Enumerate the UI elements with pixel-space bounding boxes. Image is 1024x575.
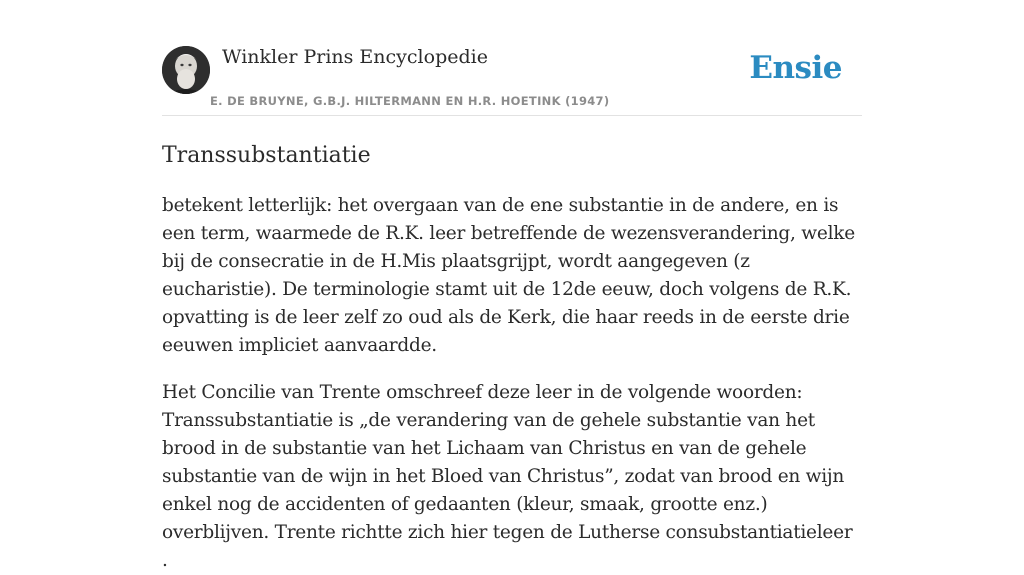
article-paragraph: betekent letterlijk: het overgaan van de ene substantie in de andere, en is een term, waarmede de R.K. leer betreffende de wezensverandering, welke bij de consecratie in de H.Mis plaatsgrijpt, wordt aangegeven (z eucharistie). De terminologie stamt uit de 12de eeuw, doch volgens de R.K. opvatting is de leer zelf zo oud als de Kerk, die haar reeds in de eerste drie eeuwen impliciet aanvaardde. bbox=[162, 195, 855, 356]
page-container bbox=[162, 0, 862, 575]
source-header bbox=[162, 0, 862, 116]
article-paragraph: Het Concilie van Trente omschreef deze leer in de volgende woorden: Transsubstantiatie is „de verandering van de gehele substantie van het brood in de substantie van het Lichaam van Christus en van de gehele substantie van de wijn in het Bloed van Christus”, zodat van brood en wijn enkel nog de accidenten of gedaanten (kleur, smaak, grootte enz.) overblijven. Trente richtte zich hier tegen de Lutherse consubstantiatieleer . bbox=[162, 382, 853, 571]
portrait-icon bbox=[162, 46, 210, 94]
source-authors: E. DE BRUYNE, G.B.J. HILTERMANN EN H.R. HOETINK (1947) bbox=[210, 94, 610, 108]
ensie-logo[interactable]: Ensie bbox=[749, 50, 842, 86]
article-title: Transsubstantiatie bbox=[162, 143, 371, 168]
author-avatar bbox=[162, 46, 210, 94]
source-title[interactable]: Winkler Prins Encyclopedie bbox=[222, 46, 488, 68]
